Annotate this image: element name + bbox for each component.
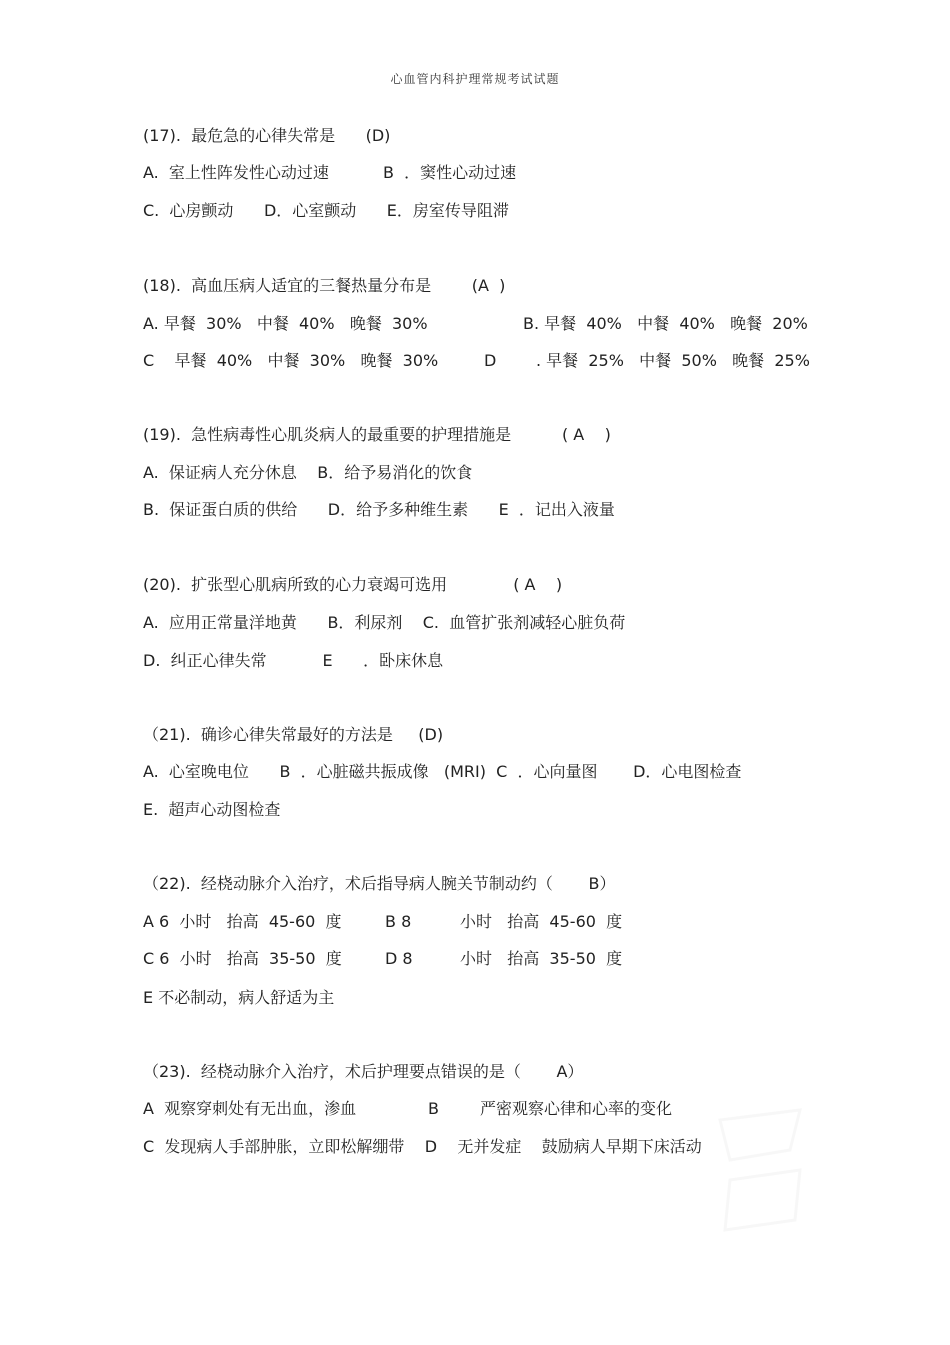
- question-23-option-b-label: B: [428, 1099, 439, 1118]
- question-22-option-a: A 6 小时 抬高 45-60 度: [143, 912, 342, 931]
- question-22-option-d: 小时 抬高 35-50 度: [460, 949, 623, 968]
- faint-watermark-graphic: [700, 1090, 820, 1240]
- question-23-options-cd: C 发现病人手部肿胀，立即松解绷带 D 无并发症 鼓励病人早期下床活动: [143, 1137, 702, 1156]
- question-18-option-c: C 早餐 40% 中餐 30% 晚餐 30%: [143, 351, 439, 370]
- question-18-stem: (18). 高血压病人适宜的三餐热量分布是 (A ): [143, 276, 506, 295]
- question-18-option-b: B. 早餐 40% 中餐 40% 晚餐 20%: [523, 314, 808, 333]
- question-22-option-b-label: B 8: [385, 912, 412, 931]
- question-19-stem: (19). 急性病毒性心肌炎病人的最重要的护理措施是 ( A ): [143, 425, 611, 444]
- question-22-option-c: C 6 小时 抬高 35-50 度: [143, 949, 342, 968]
- question-17-option-a: A. 室上性阵发性心动过速: [143, 163, 329, 182]
- question-20-options-de: D. 纠正心律失常 E ．卧床休息: [143, 651, 444, 670]
- question-17-stem: (17). 最危急的心律失常是 (D): [143, 126, 391, 145]
- question-18-option-d-label: D: [484, 351, 497, 370]
- question-21-stem: （21). 确诊心律失常最好的方法是 (D): [143, 725, 444, 744]
- question-18-option-d: . 早餐 25% 中餐 50% 晚餐 25%: [536, 351, 810, 370]
- question-23-option-b: 严密观察心律和心率的变化: [480, 1099, 673, 1118]
- question-20-options-abc: A. 应用正常量洋地黄 B．利尿剂 C. 血管扩张剂减轻心脏负荷: [143, 613, 626, 632]
- question-23-stem: （23). 经桡动脉介入治疗，术后护理要点错误的是（ A）: [143, 1062, 584, 1081]
- question-22-stem: （22). 经桡动脉介入治疗，术后指导病人腕关节制动约（ B）: [143, 874, 616, 893]
- question-22-option-e: E 不必制动，病人舒适为主: [143, 988, 335, 1007]
- question-18-option-a: A. 早餐 30% 中餐 40% 晚餐 30%: [143, 314, 428, 333]
- question-22-option-b: 小时 抬高 45-60 度: [460, 912, 623, 931]
- page-header: 心血管内科护理常规考试试题: [390, 72, 560, 86]
- question-21-options-abcd: A. 心室晚电位 B ．心脏磁共振成像 (MRI) C ．心向量图 D．心电图检查: [143, 762, 742, 781]
- question-22-option-d-label: D 8: [385, 949, 413, 968]
- question-17-option-b: B ．窦性心动过速: [383, 163, 517, 182]
- question-17-options-cde: C. 心房颤动 D．心室颤动 E．房室传导阻滞: [143, 201, 509, 220]
- question-20-stem: (20). 扩张型心肌病所致的心力衰竭可选用 ( A ): [143, 575, 563, 594]
- question-23-option-a: A 观察穿刺处有无出血，渗血: [143, 1099, 357, 1118]
- question-19-options-bde: B. 保证蛋白质的供给 D．给予多种维生素 E ．记出入液量: [143, 500, 615, 519]
- question-21-option-e: E. 超声心动图检查: [143, 800, 281, 819]
- question-19-options-ab: A. 保证病人充分休息 B．给予易消化的饮食: [143, 463, 473, 482]
